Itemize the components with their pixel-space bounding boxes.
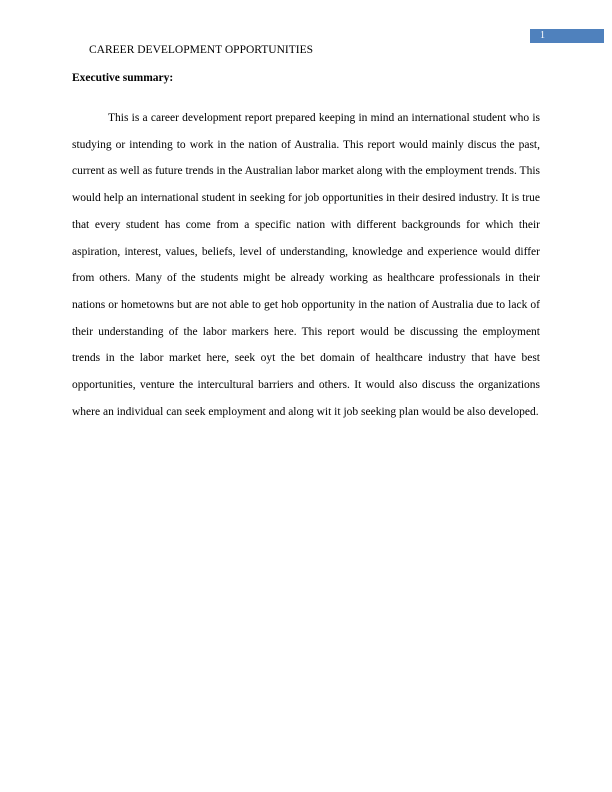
page-number-badge xyxy=(530,29,604,43)
body-paragraph: This is a career development report prepared keeping in mind an international student who is studying or intending to work in the nation of Australia. This report would mainly discus the past, current as well as future trends in the Australian labor market along with the employment trends. This would help an international student in seeking for job opportunities in their desired industry. It is true that every student has come from a specific nation with different backgrounds for which their aspiration, interest, values, beliefs, level of understanding, knowledge and experience would differ from others. Many of the students might be already working as healthcare professionals in their nations or hometowns but are not able to get hob opportunity in the nation of Australia due to lack of their understanding of the labor markers here. This report would be discussing the employment trends in the labor market here, seek oyt the bet domain of healthcare industry that have best opportunities, venture the intercultural barriers and others. It would also discuss the organizations where an individual can seek employment and along wit it job seeking plan would be also developed. xyxy=(72,112,540,418)
page-number: 1 xyxy=(540,30,545,41)
running-head: CAREER DEVELOPMENT OPPORTUNITIES xyxy=(89,44,313,56)
section-heading: Executive summary: xyxy=(72,72,174,84)
